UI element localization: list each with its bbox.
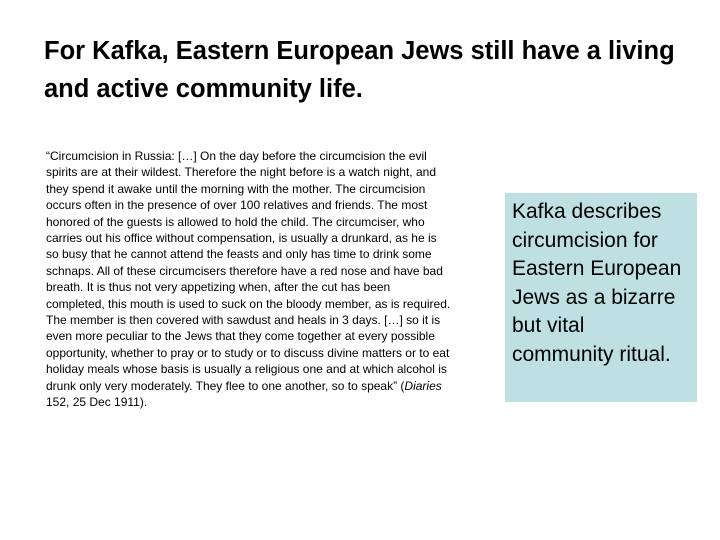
callout-box <box>505 193 697 402</box>
slide-title: For Kafka, Eastern European Jews still have a living and active community life. <box>44 37 675 103</box>
callout-text: Kafka describes circumcision for Eastern European Jews as a bizarre but vital community ritual. <box>512 200 682 366</box>
quote-text: “Circumcision in Russia: […] On the day before the circumcision the evil spirits are at their wildest. Therefore the night before is a watch night, and they spend it awake until the morning with the mother. The circumcision occurs often in the presence of over 100 relatives and friends. The most honored of the guests is allowed to hold the child. The circumciser, who carries out his office without compensation, is usually a drunkard, as he is so busy that he cannot attend the feasts and only has time to drink some schnaps. All of these circumcisers therefore have a red nose and have bad breath. It is thus not very appetizing when, after the cut has been completed, this mouth is used to suck on the bloody member, as is required. The member is then covered with sawdust and heals in 3 days. […] so it is even more peculiar to the Jews that they come together at every possible opportunity, whether to pray or to study or to discuss divine matters or to eat holiday meals whose basis is usually a religious one and at which alcohol is drunk only very moderately. They flee to one another, so to speak” ( <box>46 149 451 393</box>
quote-citation: 152, 25 Dec 1911). <box>46 395 148 410</box>
quote-source-title: Diaries <box>404 378 442 393</box>
quote-block <box>46 148 451 411</box>
